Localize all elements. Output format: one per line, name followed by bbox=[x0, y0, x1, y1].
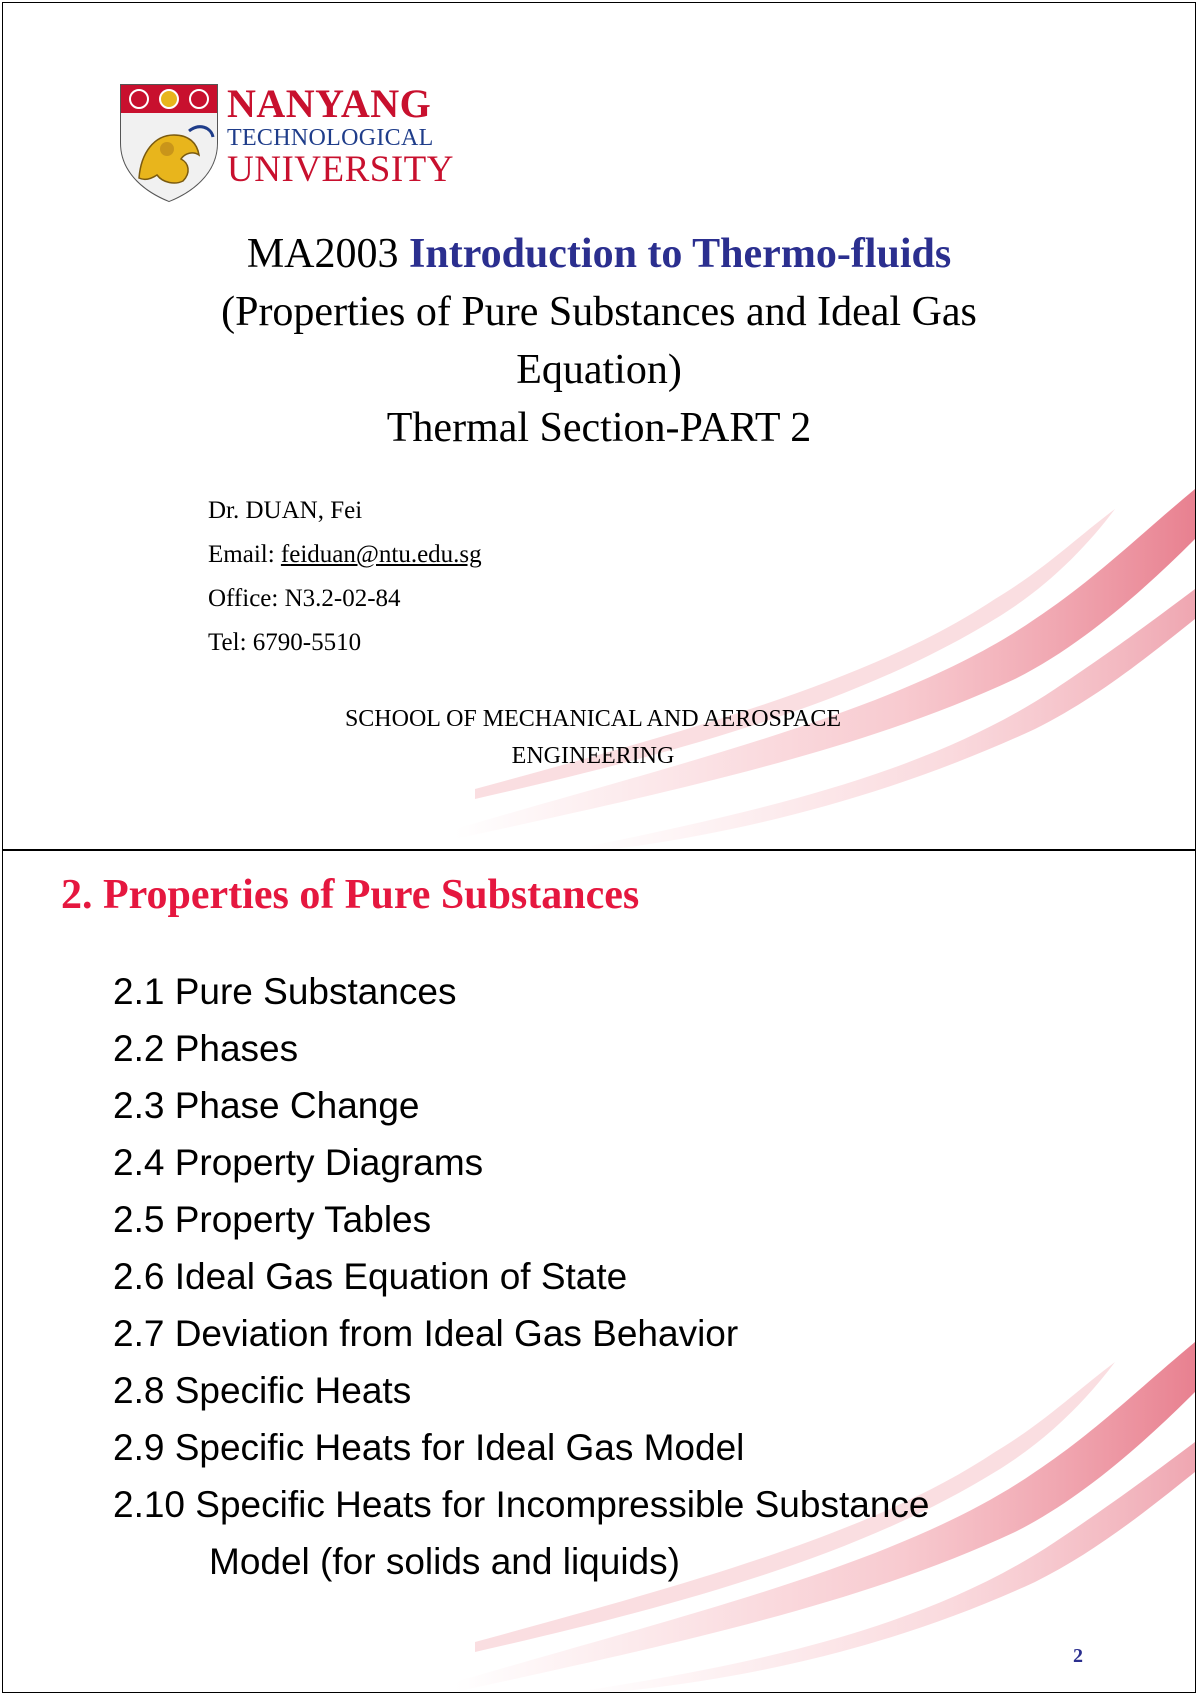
contact-info bbox=[208, 489, 482, 665]
school-name bbox=[233, 701, 953, 775]
logo-name-line3: UNIVERSITY bbox=[227, 149, 454, 190]
list-item: 2.4 Property Diagrams bbox=[113, 1142, 484, 1183]
email-row bbox=[208, 533, 482, 577]
list-item: 2.3 Phase Change bbox=[113, 1085, 420, 1126]
list-item-continuation: Model (for solids and liquids) bbox=[209, 1541, 680, 1582]
course-name: Introduction to Thermo-fluids bbox=[409, 231, 952, 277]
list-item: 2.5 Property Tables bbox=[113, 1199, 432, 1240]
list-item: 2.8 Specific Heats bbox=[113, 1370, 412, 1411]
subtitle-line1: (Properties of Pure Substances and Ideal Gas bbox=[221, 289, 977, 335]
list-item: 2.6 Ideal Gas Equation of State bbox=[113, 1256, 628, 1297]
list-item: 2.10 Specific Heats for Incompressible Substance bbox=[113, 1484, 930, 1525]
section-heading: 2. Properties of Pure Substances bbox=[61, 872, 640, 918]
office: Office: N3.2-02-84 bbox=[208, 585, 401, 612]
list-item: 2.9 Specific Heats for Ideal Gas Model bbox=[113, 1427, 745, 1468]
page-number: 2 bbox=[1073, 1645, 1083, 1667]
ntu-logo bbox=[119, 83, 477, 203]
section-title: Thermal Section-PART 2 bbox=[386, 405, 812, 451]
email-link[interactable]: feiduan@ntu.edu.sg bbox=[280, 541, 482, 568]
list-item: 2.2 Phases bbox=[113, 1028, 299, 1069]
logo-name-line1: NANYANG bbox=[227, 81, 432, 126]
telephone: Tel: 6790-5510 bbox=[208, 629, 362, 656]
lecturer-name: Dr. DUAN, Fei bbox=[208, 497, 363, 524]
contents-slide bbox=[2, 850, 1196, 1693]
school-line1: SCHOOL OF MECHANICAL AND AEROSPACE bbox=[344, 706, 842, 732]
logo-name-line2: TECHNOLOGICAL bbox=[227, 125, 434, 151]
title-slide bbox=[2, 2, 1196, 850]
school-line2: ENGINEERING bbox=[511, 743, 675, 769]
slide-title bbox=[63, 225, 1135, 457]
list-item: 2.7 Deviation from Ideal Gas Behavior bbox=[113, 1313, 739, 1354]
decorative-swoosh bbox=[435, 429, 1195, 849]
email-label: Email: bbox=[208, 541, 281, 568]
contents-list bbox=[113, 963, 929, 1590]
list-item: 2.1 Pure Substances bbox=[113, 971, 457, 1012]
course-code: MA2003 bbox=[246, 231, 399, 277]
ntu-crest-icon bbox=[119, 83, 219, 203]
subtitle-line2: Equation) bbox=[516, 347, 682, 393]
